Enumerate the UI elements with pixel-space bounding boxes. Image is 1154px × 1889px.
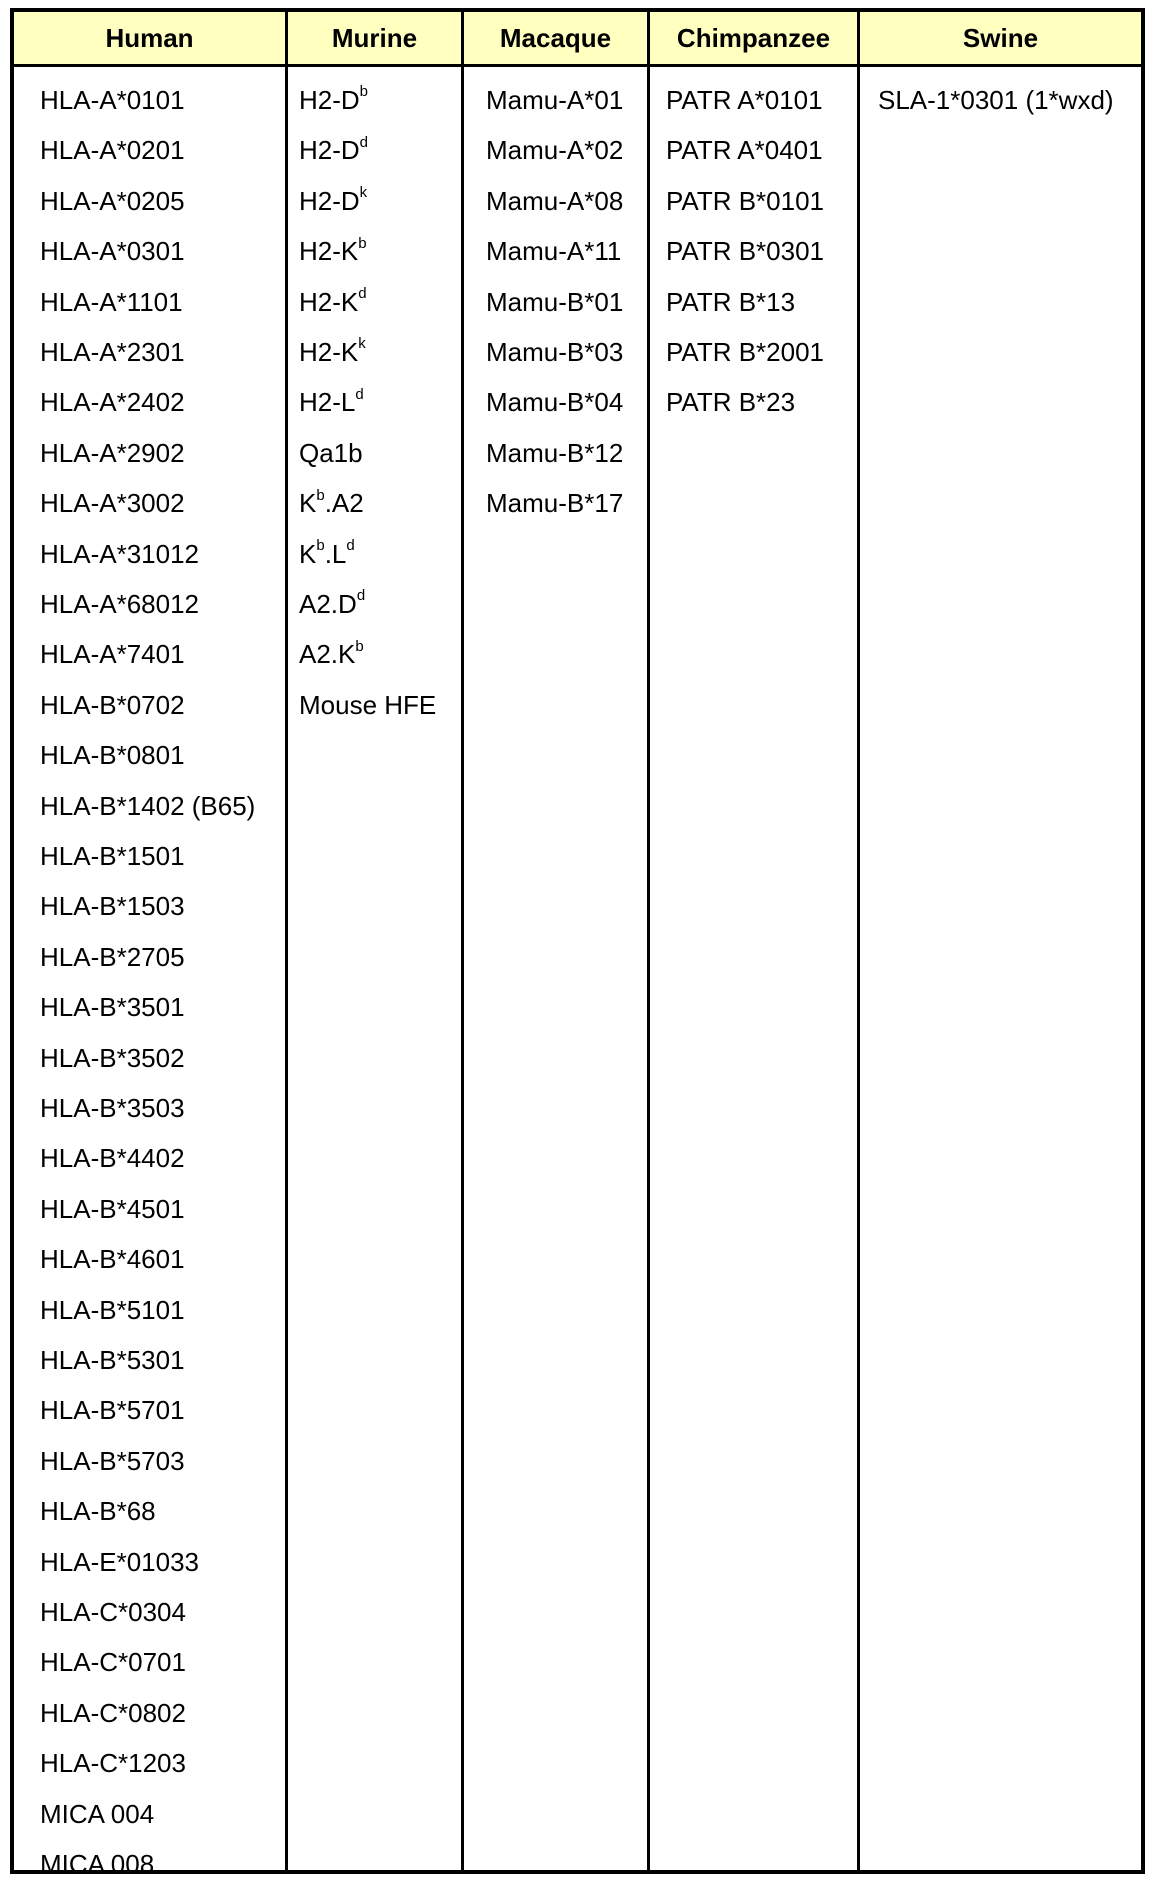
human-allele: HLA-A*7401 xyxy=(40,639,185,670)
human-allele: HLA-C*0701 xyxy=(40,1647,186,1678)
chimpanzee-allele: PATR B*0301 xyxy=(666,236,825,267)
murine-allele xyxy=(299,428,363,478)
macaque-allele: Mamu-B*01 xyxy=(486,286,624,317)
human-allele: HLA-A*3002 xyxy=(40,488,185,519)
chimpanzee-allele: PATR A*0101 xyxy=(666,85,823,115)
allele-superscript: b xyxy=(316,536,325,554)
macaque-allele: Mamu-B*03 xyxy=(486,337,624,367)
human-allele: HLA-B*5703 xyxy=(40,1445,185,1476)
human-allele: HLA-B*5701 xyxy=(40,1395,185,1426)
column-murine xyxy=(299,67,459,1870)
murine-allele xyxy=(299,680,436,730)
human-allele: HLA-B*4402 xyxy=(40,1143,185,1174)
human-allele: HLA-B*1503 xyxy=(40,891,185,922)
human-allele: HLA-B*5301 xyxy=(40,1345,185,1375)
allele-base: K xyxy=(299,538,317,569)
allele-table xyxy=(10,8,1145,1879)
murine-allele xyxy=(299,629,364,679)
allele-superscript: k xyxy=(359,184,368,202)
murine-allele xyxy=(299,226,367,276)
murine-allele xyxy=(299,75,368,125)
chimpanzee-allele: PATR B*23 xyxy=(666,387,796,418)
human-allele: MICA 004 xyxy=(40,1798,155,1829)
human-allele: HLA-A*0205 xyxy=(40,185,185,216)
allele-superscript: d xyxy=(346,536,355,554)
header-human: Human xyxy=(105,23,194,53)
allele-base: H2-K xyxy=(299,236,359,267)
human-allele: HLA-B*2705 xyxy=(40,941,185,972)
murine-allele xyxy=(299,176,367,226)
header-macaque: Macaque xyxy=(499,23,612,53)
human-allele: HLA-A*2902 xyxy=(40,437,185,468)
column-macaque xyxy=(486,67,646,1870)
allele-suffix: .L xyxy=(324,538,347,569)
allele-base: K xyxy=(299,488,317,519)
human-allele: HLA-B*5101 xyxy=(40,1294,185,1325)
human-allele: HLA-A*0101 xyxy=(40,85,185,115)
column-divider xyxy=(285,12,288,1870)
macaque-allele: Mamu-B*04 xyxy=(486,387,624,418)
allele-superscript: d xyxy=(355,385,364,403)
human-allele: HLA-B*1402 (B65) xyxy=(40,790,256,821)
allele-base: Qa1b xyxy=(299,437,363,468)
column-divider xyxy=(857,12,860,1870)
murine-allele xyxy=(299,478,364,528)
header-chimpanzee: Chimpanzee xyxy=(676,23,831,53)
macaque-allele: Mamu-A*11 xyxy=(486,236,622,267)
murine-allele xyxy=(299,277,367,327)
human-allele: HLA-A*31012 xyxy=(40,538,199,569)
header-murine: Murine xyxy=(331,23,418,53)
human-allele: HLA-A*0201 xyxy=(40,135,185,166)
column-swine xyxy=(878,67,1143,1870)
macaque-allele: Mamu-A*01 xyxy=(486,85,624,115)
allele-base: H2-D xyxy=(299,185,360,216)
allele-base: H2-K xyxy=(299,337,359,367)
human-allele: HLA-C*0304 xyxy=(40,1597,186,1627)
murine-allele xyxy=(299,327,366,377)
allele-superscript: b xyxy=(355,637,364,655)
human-allele: HLA-A*68012 xyxy=(40,589,199,619)
allele-superscript: k xyxy=(358,335,366,353)
column-divider xyxy=(647,12,650,1870)
allele-base: A2.D xyxy=(299,589,357,619)
allele-superscript: b xyxy=(359,83,369,101)
macaque-allele: Mamu-B*12 xyxy=(486,437,624,468)
allele-base: H2-L xyxy=(299,387,356,418)
allele-base: A2.K xyxy=(299,639,356,670)
chimpanzee-allele: PATR B*0101 xyxy=(666,185,825,216)
column-divider xyxy=(461,12,464,1870)
human-allele: HLA-B*4501 xyxy=(40,1193,185,1224)
allele-superscript: b xyxy=(358,234,367,252)
human-allele: HLA-B*4601 xyxy=(40,1244,185,1275)
allele-superscript: d xyxy=(356,587,366,605)
macaque-allele: Mamu-A*08 xyxy=(486,185,624,216)
swine-allele: SLA-1*0301 (1*wxd) xyxy=(878,85,1114,115)
murine-allele xyxy=(299,125,368,175)
chimpanzee-allele: PATR B*2001 xyxy=(666,337,825,367)
allele-base: H2-D xyxy=(299,85,360,115)
murine-allele xyxy=(299,579,365,629)
allele-superscript: d xyxy=(359,133,369,151)
human-allele: HLA-A*2301 xyxy=(40,337,185,367)
murine-allele xyxy=(299,529,355,579)
allele-superscript: d xyxy=(358,284,367,302)
human-allele: HLA-E*01033 xyxy=(40,1546,199,1577)
chimpanzee-allele: PATR A*0401 xyxy=(666,135,823,166)
human-allele: HLA-B*3501 xyxy=(40,992,185,1023)
allele-base: Mouse HFE xyxy=(299,689,437,720)
human-allele: HLA-B*3502 xyxy=(40,1042,185,1073)
macaque-allele: Mamu-B*17 xyxy=(486,488,624,519)
table-header xyxy=(14,12,1141,67)
header-swine: Swine xyxy=(962,23,1039,53)
allele-base: H2-K xyxy=(299,286,359,317)
human-allele: HLA-A*1101 xyxy=(40,286,183,317)
human-allele: HLA-B*68 xyxy=(40,1496,156,1527)
human-allele: HLA-A*0301 xyxy=(40,236,185,267)
murine-allele xyxy=(299,377,364,427)
human-allele: HLA-B*0801 xyxy=(40,740,185,771)
human-allele: HLA-B*3503 xyxy=(40,1093,185,1123)
human-allele: HLA-C*0802 xyxy=(40,1697,186,1728)
allele-suffix: .A2 xyxy=(324,488,364,519)
column-chimpanzee xyxy=(666,67,856,1870)
human-allele: HLA-C*1203 xyxy=(40,1748,186,1779)
macaque-allele: Mamu-A*02 xyxy=(486,135,624,166)
human-allele: HLA-B*1501 xyxy=(40,841,185,871)
allele-superscript: b xyxy=(316,486,325,504)
human-allele: HLA-B*0702 xyxy=(40,689,185,720)
human-allele: MICA 008 xyxy=(40,1849,155,1879)
human-allele: HLA-A*2402 xyxy=(40,387,185,418)
allele-base: H2-D xyxy=(299,135,360,166)
column-human xyxy=(40,67,280,1879)
chimpanzee-allele: PATR B*13 xyxy=(666,286,796,317)
